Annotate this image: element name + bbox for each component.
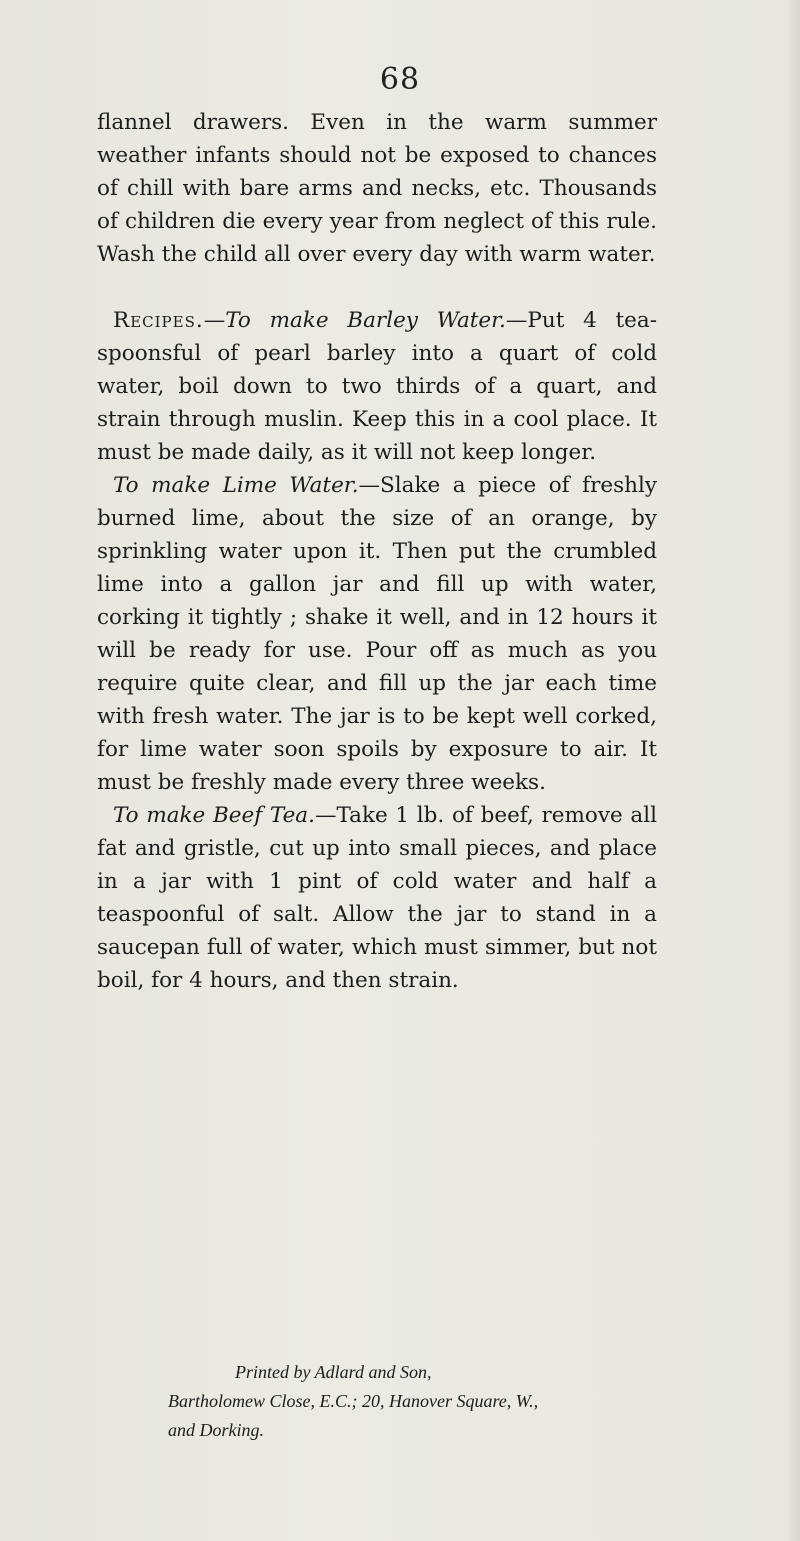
recipe-title-beef-tea: To make Beef Tea. [113,803,315,828]
imprint-line-3: and Dorking. [168,1420,264,1440]
paragraph-clothing: flannel drawers. Even in the warm summer weather infants should not be exposed to chances of chill with bare arms and necks, etc. Thousands of children die every year from neglect of this rule. Wash the child all over every day with warm water. [97,110,657,267]
paragraph-lime-water [97,469,657,799]
recipes-heading: Recipes. [113,308,204,333]
printer-imprint [0,1358,800,1445]
page-edge-shadow [786,0,800,1541]
paragraph-barley-water [97,304,657,469]
page-number: 68 [379,62,421,97]
paragraph-beef-tea [97,799,657,997]
imprint-line-2: Bartholomew Close, E.C.; 20, Hanover Square, W., [168,1391,539,1411]
recipe-title-barley-water: To make Barley Water. [225,308,506,333]
recipe-body-barley-water: —Put 4 tea-spoonsful of pearl barley into a quart of cold water, boil down to two thirds of a quart, and strain through muslin. Keep this in a cool place. It must be made daily, as it will not keep longer. [97,308,657,465]
recipe-body-lime-water: —Slake a piece of freshly burned lime, about the size of an orange, by sprinkling water upon it. Then put the crumbled lime into a gallon jar and fill up with water, corking it tightly ; shake it well, and in 12 hours it will be ready for use. Pour off as much as you require quite clear, and fill up the jar each time with fresh water. The jar is to be kept well corked, for lime water soon spoils by exposure to air. It must be freshly made every three weeks. [97,473,657,795]
imprint-line-1: Printed by Adlard and Son, [235,1362,432,1382]
dash: — [203,308,226,333]
body-text [97,106,657,997]
recipe-body-beef-tea: —Take 1 lb. of beef, remove all fat and gristle, cut up into small pieces, and place in a jar with 1 pint of cold water and half a teaspoonful of salt. Allow the jar to stand in a saucepan full of water, which must simmer, but not boil, for 4 hours, and then strain. [97,803,658,993]
recipe-title-lime-water: To make Lime Water. [113,473,359,498]
